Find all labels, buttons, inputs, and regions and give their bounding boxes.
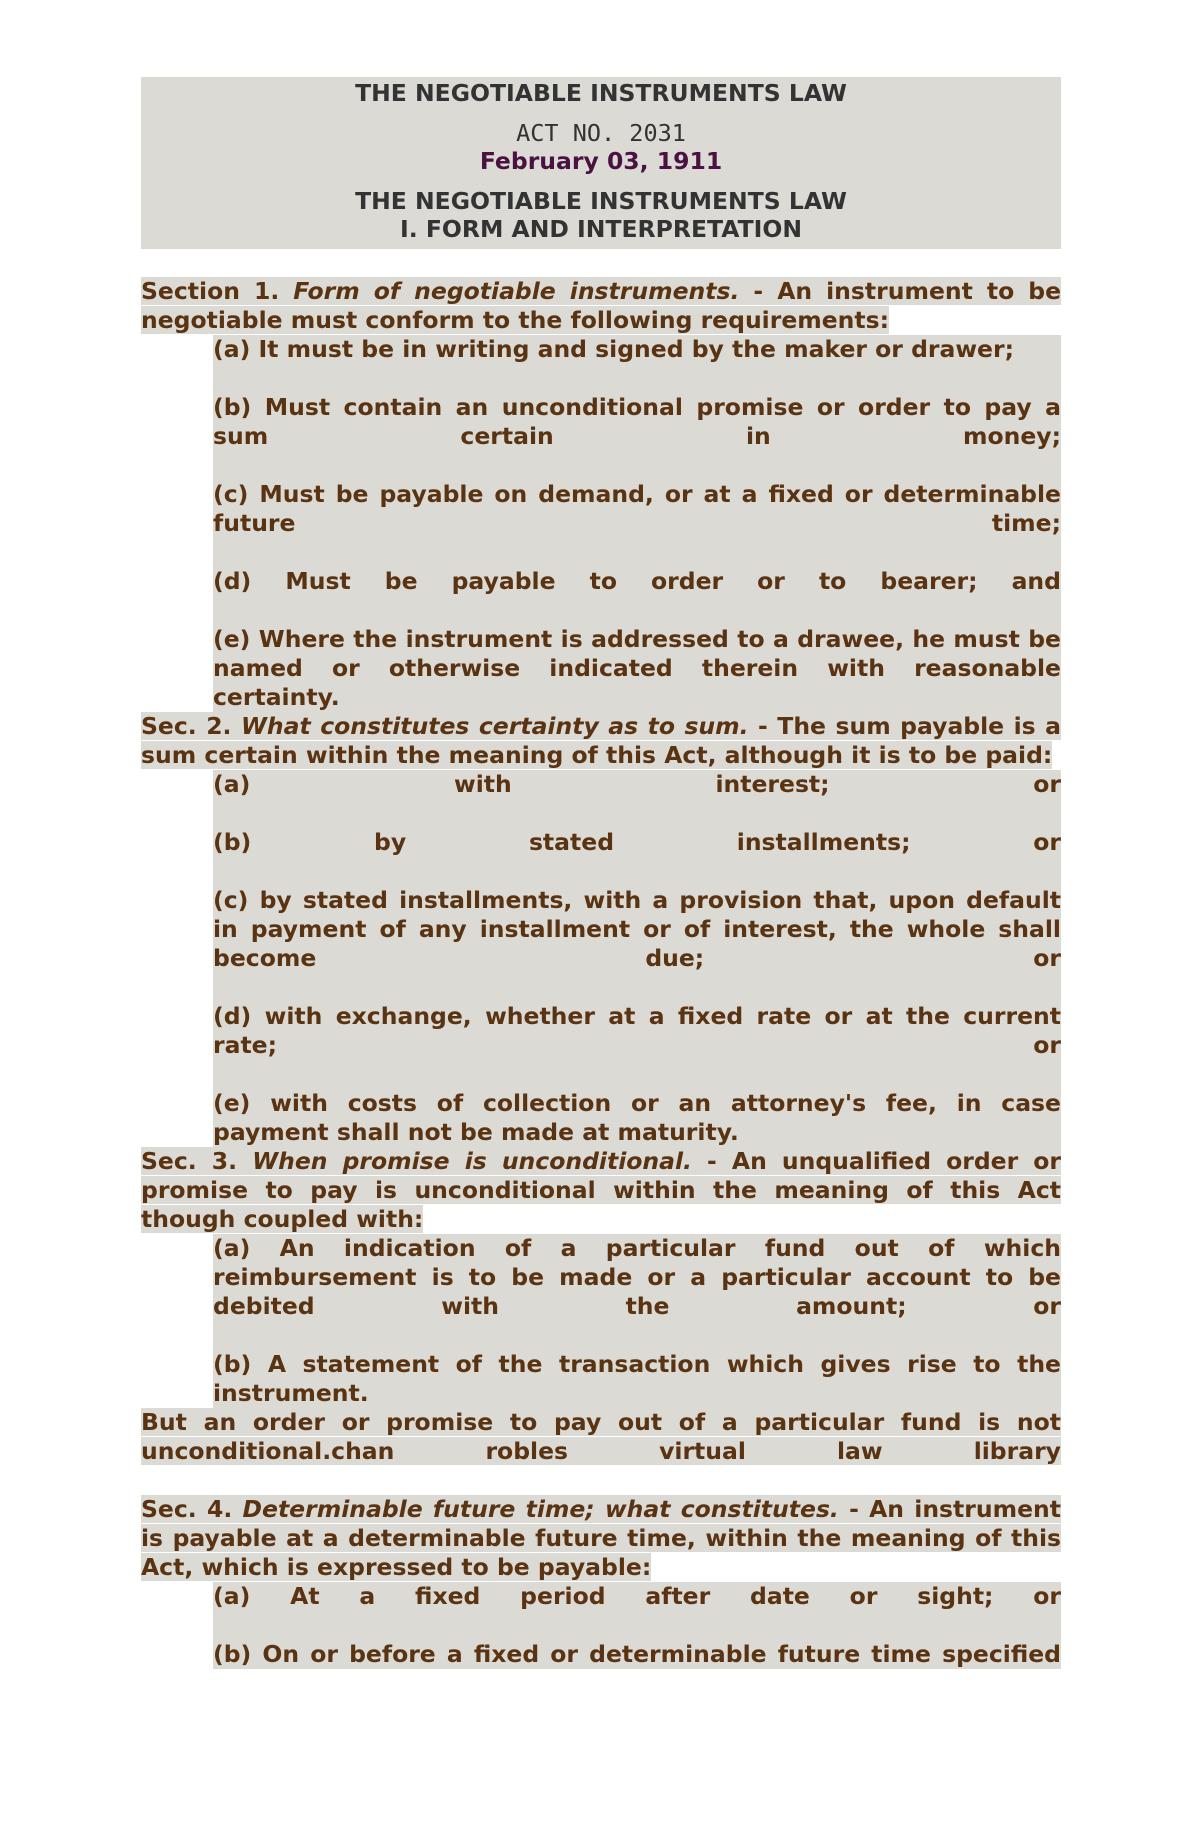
section-text: - An unqualified order or promise to pay is unconditional within the meaning of this Act though coupled with:: [141, 1147, 1062, 1233]
law-title: THE NEGOTIABLE INSTRUMENTS LAW: [355, 79, 847, 107]
section-label: Section 1.: [141, 277, 280, 305]
section-label: Sec. 4.: [141, 1495, 233, 1523]
section-1-items: [213, 335, 1061, 712]
list-item: (e) Where the instrument is addressed to a drawee, he must be named or otherwise indicated therein with reasonable certainty.: [213, 625, 1061, 711]
section-title: When promise is unconditional.: [252, 1147, 692, 1175]
section-4-items: [213, 1582, 1061, 1669]
section-1: [141, 277, 1061, 335]
section-3-closing: But an order or promise to pay out of a particular fund is not unconditional.chan robles virtual law library: [141, 1408, 1061, 1465]
section-2-items: [213, 770, 1061, 1147]
list-item: (a) It must be in writing and signed by the maker or drawer;: [213, 335, 1014, 363]
law-subtitle: THE NEGOTIABLE INSTRUMENTS LAW: [355, 187, 847, 215]
list-item: (c) Must be payable on demand, or at a fixed or determinable future time;: [213, 480, 1061, 537]
list-item: (a) At a fixed period after date or sight; or: [213, 1582, 1061, 1610]
list-item: (d) Must be payable to order or to bearer; and: [213, 567, 1061, 595]
list-item: (e) with costs of collection or an attorney's fee, in case payment shall not be made at maturity.: [213, 1089, 1061, 1146]
list-item: (a) with interest; or: [213, 770, 1061, 798]
part-heading: I. FORM AND INTERPRETATION: [399, 215, 803, 243]
section-label: Sec. 3.: [141, 1147, 238, 1175]
list-item: (c) by stated installments, with a provision that, upon default in payment of any installment or of interest, the whole shall become due; or: [213, 886, 1061, 972]
list-item: (b) On or before a fixed or determinable future time specified: [213, 1640, 1061, 1668]
section-title: Form of negotiable instruments.: [293, 277, 740, 305]
section-3-items: [213, 1234, 1061, 1408]
list-item: (d) with exchange, whether at a fixed rate or at the current rate; or: [213, 1002, 1061, 1059]
list-item: (a) An indication of a particular fund out of which reimbursement is to be made or a particular account to be debited with the amount; or: [213, 1234, 1061, 1320]
section-text: - An instrument to be negotiable must conform to the following requirements:: [141, 277, 1062, 334]
document-page: [141, 77, 1061, 1669]
section-2: [141, 712, 1061, 770]
section-text: - An instrument is payable at a determinable future time, within the meaning of this Act, which is expressed to be payable:: [141, 1495, 1061, 1581]
list-item: (b) A statement of the transaction which gives rise to the instrument.: [213, 1350, 1061, 1407]
section-text: - The sum payable is a sum certain within the meaning of this Act, although it is to be paid:: [141, 712, 1061, 769]
list-item: (b) by stated installments; or: [213, 828, 1061, 856]
document-header: [141, 77, 1061, 249]
section-3: [141, 1147, 1061, 1234]
act-number: ACT NO. 2031: [516, 119, 686, 147]
document-body: [141, 277, 1061, 1669]
act-date: February 03, 1911: [479, 147, 723, 175]
section-title: What constitutes certainty as to sum.: [240, 712, 749, 740]
section-label: Sec. 2.: [141, 712, 232, 740]
list-item: (b) Must contain an unconditional promise or order to pay a sum certain in money;: [213, 393, 1061, 450]
section-title: Determinable future time; what constitutes.: [242, 1495, 839, 1523]
section-4: [141, 1495, 1061, 1582]
